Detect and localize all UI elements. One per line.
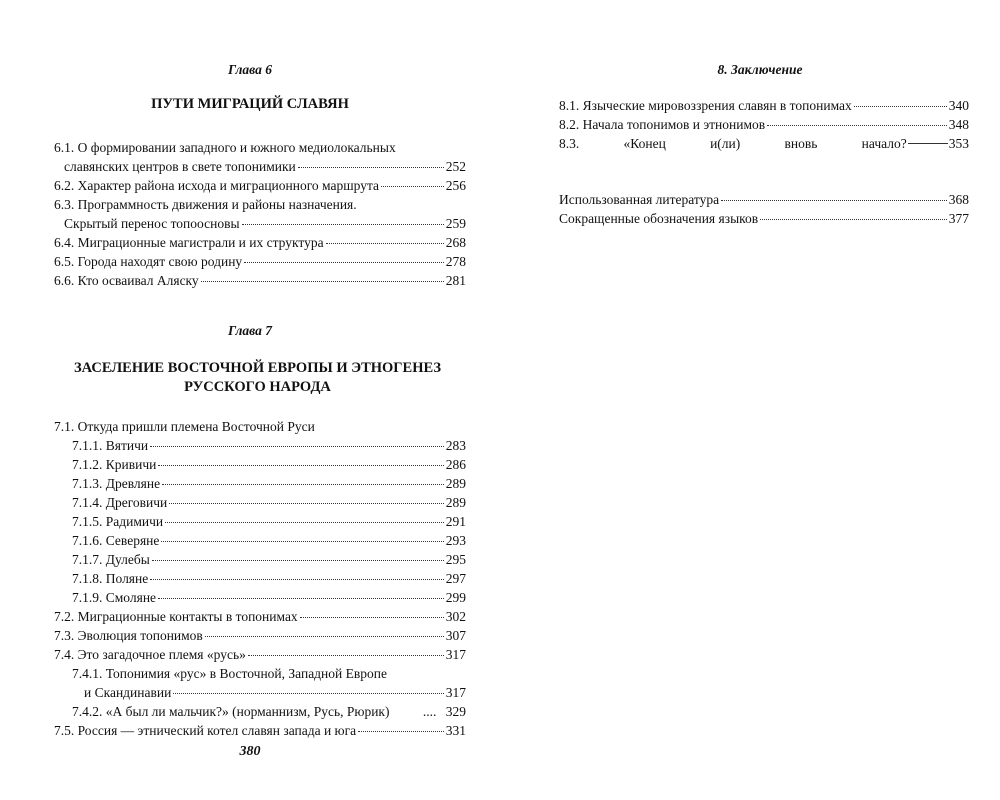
chapter-7-title-line1: ЗАСЕЛЕНИЕ ВОСТОЧНОЙ ЕВРОПЫ И ЭТНОГЕНЕЗ bbox=[74, 360, 441, 376]
toc-entry-page: 291 bbox=[445, 514, 466, 529]
leader-dots bbox=[358, 731, 444, 732]
toc-entry-text bbox=[559, 134, 907, 153]
toc-entry-page: 293 bbox=[445, 533, 466, 548]
toc-entry-page: 295 bbox=[445, 552, 466, 567]
leader-dots bbox=[205, 636, 444, 637]
toc-word: начало? bbox=[861, 136, 907, 151]
toc-entry-page: 331 bbox=[445, 723, 466, 738]
toc-entry-6-3[interactable] bbox=[64, 214, 466, 233]
leader-dots bbox=[150, 579, 444, 580]
right-page bbox=[500, 0, 1000, 800]
toc-entry-text: 7.1.1. Вятичи bbox=[72, 438, 149, 453]
toc-entry-page: 302 bbox=[445, 609, 466, 624]
leader-dots bbox=[173, 693, 443, 694]
toc-entry-6-2[interactable] bbox=[54, 176, 466, 195]
toc-entry-text: 7.1.8. Поляне bbox=[72, 571, 149, 586]
toc-entry-page: 377 bbox=[948, 211, 969, 226]
toc-line bbox=[54, 138, 444, 157]
toc-entry-page: 259 bbox=[445, 216, 466, 231]
leader-dots bbox=[152, 560, 444, 561]
toc-entry-text: 7.2. Миграционные контакты в топонимах bbox=[54, 609, 298, 624]
leader-dots bbox=[158, 598, 444, 599]
toc-entry-7-1-5[interactable] bbox=[72, 512, 466, 531]
toc-entry-text: 7.4. Это загадочное племя «русь» bbox=[54, 647, 246, 662]
toc-entry-text: 6.5. Города находят свою родину bbox=[54, 254, 243, 269]
leader-dots bbox=[242, 224, 444, 225]
toc-entry-page: 281 bbox=[445, 273, 466, 288]
toc-entry-page: 317 bbox=[445, 685, 466, 700]
toc-entry-7-1-3[interactable] bbox=[72, 474, 466, 493]
leader-dots bbox=[381, 186, 444, 187]
leader-dots bbox=[165, 522, 444, 523]
leader-dots bbox=[158, 465, 443, 466]
toc-word: и(ли) bbox=[710, 136, 741, 151]
chapter-7-label: Глава 7 bbox=[228, 323, 272, 338]
toc-entry-6-4[interactable] bbox=[54, 233, 466, 252]
leader-dots bbox=[760, 219, 947, 220]
toc-entry-text: 7.1.7. Дулебы bbox=[72, 552, 150, 567]
toc-entry-7-1-4[interactable] bbox=[72, 493, 466, 512]
toc-entry-page: 353 bbox=[948, 136, 969, 151]
toc-entry-text: Скрытый перенос топоосновы bbox=[64, 216, 240, 231]
toc-entry-page: 252 bbox=[445, 159, 466, 174]
leader-dots bbox=[162, 484, 444, 485]
toc-entry-text: 7.1.9. Смоляне bbox=[72, 590, 157, 605]
toc-entry-7-1-7[interactable] bbox=[72, 550, 466, 569]
toc-entry-text: Сокращенные обозначения языков bbox=[559, 211, 759, 226]
toc-entry-8-2[interactable] bbox=[559, 115, 969, 134]
toc-entry-page: 286 bbox=[445, 457, 466, 472]
toc-entry-text: 7.1.4. Дреговичи bbox=[72, 495, 168, 510]
leader-dots bbox=[854, 106, 947, 107]
toc-entry-7-1-6[interactable] bbox=[72, 531, 466, 550]
toc-entry-page: 299 bbox=[445, 590, 466, 605]
toc-entry-text: 8.1. Языческие мировоззрения славян в топонимах bbox=[559, 98, 852, 113]
leader-dots-text: .... bbox=[422, 704, 437, 719]
toc-entry-page: 268 bbox=[445, 235, 466, 250]
toc-entry-text: 7.1.3. Древляне bbox=[72, 476, 161, 491]
toc-entry-page: 278 bbox=[445, 254, 466, 269]
chapter-7-title-line2: РУССКОГО НАРОДА bbox=[184, 379, 331, 395]
toc-entry-7-5[interactable] bbox=[54, 721, 466, 740]
toc-line bbox=[72, 664, 452, 683]
toc-entry-page: 289 bbox=[445, 476, 466, 491]
toc-entry-num: 8.3. bbox=[559, 136, 580, 151]
toc-entry-7-3[interactable] bbox=[54, 626, 466, 645]
toc-entry-8-3[interactable] bbox=[559, 134, 969, 153]
toc-word: «Конец bbox=[623, 136, 666, 151]
toc-entry-7-4-1-line1: 7.4.1. Топонимия «рус» в Восточной, Западной Европе bbox=[72, 666, 387, 681]
leader-dots bbox=[161, 541, 443, 542]
leader-dots bbox=[326, 243, 444, 244]
toc-entry-text: 7.5. Россия — этнический котел славян запада и юга bbox=[54, 723, 357, 738]
toc-entry-text: 7.1. Откуда пришли племена Восточной Руси bbox=[54, 419, 315, 434]
toc-entry-page: 307 bbox=[445, 628, 466, 643]
toc-entry-text: 7.3. Эволюция топонимов bbox=[54, 628, 203, 643]
toc-word: вновь bbox=[784, 136, 818, 151]
toc-entry-7-4-2[interactable] bbox=[72, 702, 466, 721]
leader-dots bbox=[248, 655, 444, 656]
toc-entry-text: 7.1.6. Северяне bbox=[72, 533, 160, 548]
toc-entry-references[interactable] bbox=[559, 190, 969, 209]
toc-entry-text: славянских центров в свете топонимики bbox=[64, 159, 296, 174]
toc-entry-page: 340 bbox=[948, 98, 969, 113]
toc-entry-page: 368 bbox=[948, 192, 969, 207]
leader-dots bbox=[300, 617, 444, 618]
leader-dots bbox=[721, 200, 947, 201]
toc-entry-6-6[interactable] bbox=[54, 271, 466, 290]
leader-dots bbox=[767, 125, 947, 126]
toc-entry-text: 7.1.5. Радимичи bbox=[72, 514, 164, 529]
toc-entry-page: 289 bbox=[445, 495, 466, 510]
toc-entry-page: 329 bbox=[445, 704, 466, 719]
toc-entry-7-1-8[interactable] bbox=[72, 569, 466, 588]
chapter-8-label: 8. Заключение bbox=[717, 62, 803, 77]
toc-entry-7-4[interactable] bbox=[54, 645, 466, 664]
chapter-6-title: ПУТИ МИГРАЦИЙ СЛАВЯН bbox=[151, 96, 349, 112]
toc-entry-7-1-9[interactable] bbox=[72, 588, 466, 607]
leader-dots bbox=[169, 503, 443, 504]
toc-line bbox=[54, 195, 444, 214]
toc-entry-text: 6.2. Характер района исхода и миграционного маршрута bbox=[54, 178, 380, 193]
toc-entry-6-3-line1: 6.3. Программность движения и районы назначения. bbox=[54, 197, 357, 212]
toc-entry-7-2[interactable] bbox=[54, 607, 466, 626]
toc-entry-7-4-1[interactable] bbox=[84, 683, 466, 702]
chapter-6-label: Глава 6 bbox=[228, 62, 272, 77]
toc-entry-page: 348 bbox=[948, 117, 969, 132]
leader-line bbox=[908, 143, 948, 144]
toc-entry-page: 297 bbox=[445, 571, 466, 586]
toc-entry-7-1-1[interactable] bbox=[72, 436, 466, 455]
toc-entry-text: Использованная литература bbox=[559, 192, 720, 207]
leader-dots bbox=[298, 167, 444, 168]
leader-dots bbox=[244, 262, 444, 263]
leader-dots bbox=[150, 446, 444, 447]
leader-dots bbox=[201, 281, 444, 282]
toc-entry-text: 6.6. Кто осваивал Аляску bbox=[54, 273, 199, 288]
toc-entry-text: 7.4.2. «А был ли мальчик?» (норманнизм, Русь, Рюрик) bbox=[72, 704, 390, 719]
toc-entry-7-1-2[interactable] bbox=[72, 455, 466, 474]
toc-entry-text: 8.2. Начала топонимов и этнонимов bbox=[559, 117, 766, 132]
toc-entry-page: 283 bbox=[445, 438, 466, 453]
toc-entry-7-1[interactable] bbox=[54, 417, 454, 436]
toc-entry-page: 317 bbox=[445, 647, 466, 662]
toc-entry-8-1[interactable] bbox=[559, 96, 969, 115]
toc-entry-text: 6.4. Миграционные магистрали и их структура bbox=[54, 235, 324, 250]
toc-entry-6-5[interactable] bbox=[54, 252, 466, 271]
page-number: 380 bbox=[239, 744, 261, 759]
toc-entry-6-1[interactable] bbox=[64, 157, 466, 176]
toc-entry-text: 7.1.2. Кривичи bbox=[72, 457, 157, 472]
toc-entry-page: 256 bbox=[445, 178, 466, 193]
toc-entry-6-1-line1: 6.1. О формировании западного и южного медиолокальных bbox=[54, 140, 396, 155]
toc-entry-text: и Скандинавии bbox=[84, 685, 172, 700]
toc-entry-abbreviations[interactable] bbox=[559, 209, 969, 228]
